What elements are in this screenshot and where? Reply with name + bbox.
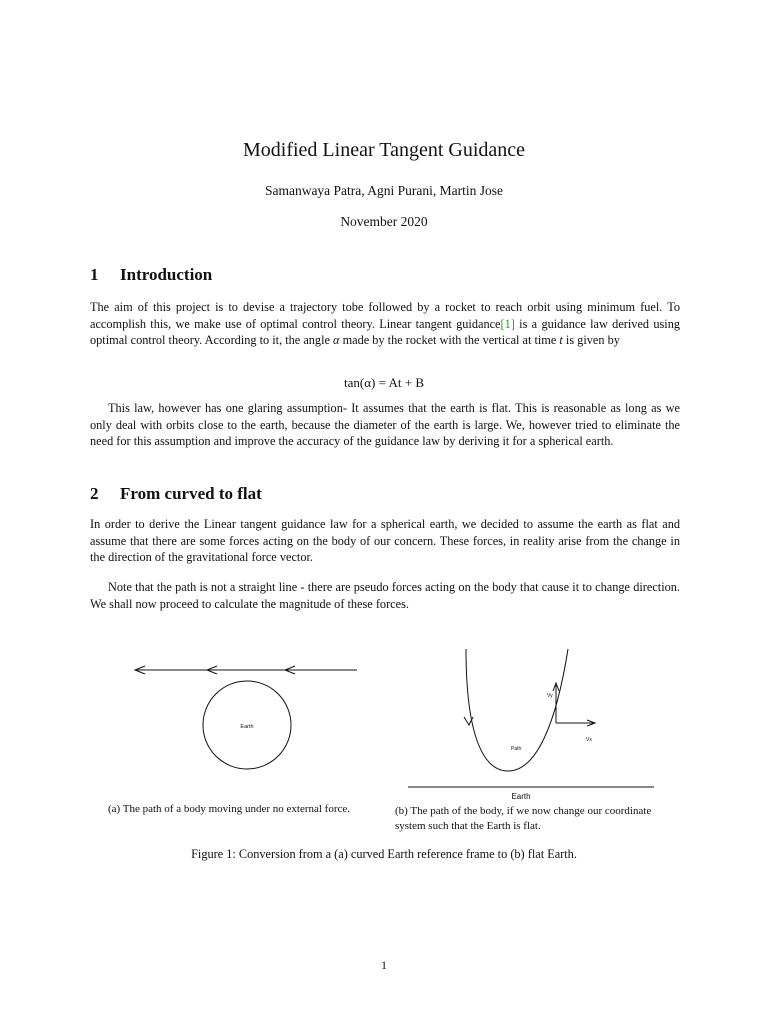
path-curve	[466, 649, 568, 771]
section2-paragraph-1: In order to derive the Linear tangent guidance law for a spherical earth, we decided to assume the earth as flat and assume that there are some forces acting on the body of our concern. These forces, in reality arise from the change in the direction of the gravitational force vector.	[90, 517, 680, 564]
earth-label: Earth	[240, 724, 254, 730]
section-2-heading	[90, 484, 262, 504]
flat-earth-label: Earth	[511, 792, 531, 801]
intro-paragraph-2: This law, however has one glaring assumption- It assumes that the earth is flat. This is reasonable as long as we only deal with orbits close to the earth, because the diameter of the earth is large. We, however tried to eliminate the need for this assumption and improve the accuracy of the guidance law by deriving it for a spherical earth.	[90, 401, 680, 448]
math-alpha: α	[333, 333, 340, 347]
text-run: is given by	[562, 333, 620, 347]
paper-authors: Samanwaya Patra, Agni Purani, Martin Jose	[264, 183, 504, 198]
paper-date: November 2020	[340, 214, 428, 229]
text-run: The aim of this project is to devise a trajectory tobe followed by a rocket to reach orbit using minimum fuel. To accomplish this, we make use of optimal control theory. Linear tangent guidance	[90, 300, 680, 331]
path-label: Path	[511, 746, 522, 752]
vx-label: Vx	[586, 737, 592, 743]
section-number: 2	[90, 484, 99, 503]
section-number: 1	[90, 265, 99, 284]
figure-caption: Figure 1: Conversion from a (a) curved Earth reference frame to (b) flat Earth.	[191, 847, 577, 861]
text-run: is a guidance law derived using optimal control theory. According to it, the angle	[90, 316, 681, 347]
paper-title: Modified Linear Tangent Guidance	[242, 139, 526, 161]
text-run: made by the rocket with the vertical at time	[339, 333, 560, 347]
section-title: Introduction	[120, 265, 213, 284]
figure-a-diagram	[125, 655, 370, 780]
intro-paragraph-1	[90, 299, 680, 349]
page-number: 1	[381, 958, 387, 972]
section-title: From curved to flat	[120, 484, 262, 503]
vy-label: Vy	[547, 693, 553, 699]
equation: tan(α) = At + B	[344, 375, 424, 390]
math-t: t	[559, 333, 563, 347]
section2-paragraph-2: Note that the path is not a straight line - there are pseudo forces acting on the body that cause it to change direction. We shall now proceed to calculate the magnitude of these forces.	[90, 580, 680, 611]
figure-b-diagram	[400, 645, 660, 805]
figure-a-caption: (a) The path of a body moving under no external force.	[108, 803, 351, 815]
figure-b-caption: (b) The path of the body, if we now change our coordinate system such that the Earth is flat.	[395, 805, 652, 832]
citation-link[interactable]: [1]	[500, 316, 515, 331]
section-1-heading	[90, 265, 212, 285]
